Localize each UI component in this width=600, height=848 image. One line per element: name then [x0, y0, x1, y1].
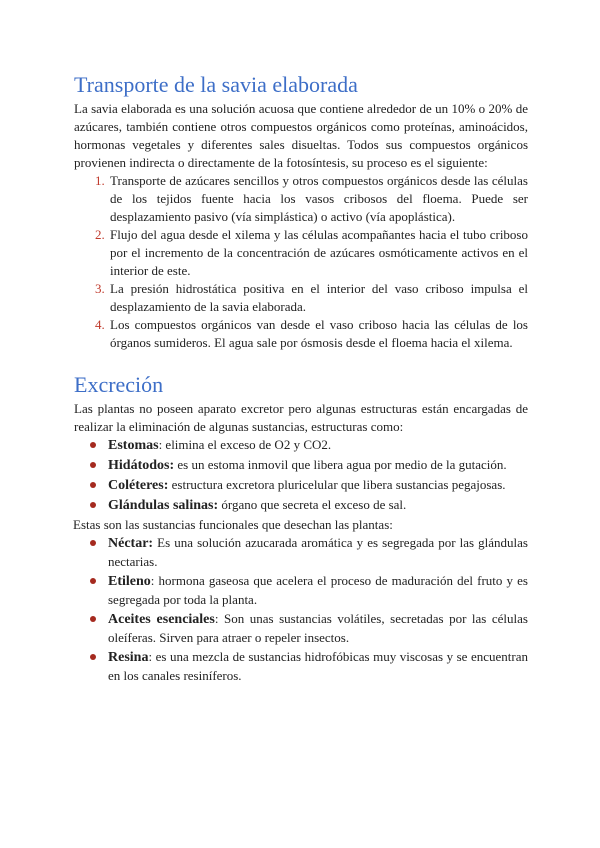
section-title-transporte: Transporte de la savia elaborada [74, 72, 358, 97]
bullet-icon [90, 462, 96, 468]
substances-intro: Estas son las sustancias funcionales que desechan las plantas: [73, 517, 393, 532]
list-item [108, 496, 528, 515]
bullet-icon [90, 540, 96, 546]
bullet-icon [90, 616, 96, 622]
list-item [108, 572, 528, 609]
process-steps-list [74, 172, 528, 352]
excretion-intro-paragraph: Las plantas no poseen aparato excretor pero algunas estructuras están encargadas de realizar la eliminación de algunas sustancias, estructuras como: [74, 401, 528, 434]
term-description: : hormona gaseosa que acelera el proceso de maduración del fruto y es segregada por toda la planta. [108, 573, 528, 607]
bullet-icon [90, 578, 96, 584]
list-item: 4. Los compuestos orgánicos van desde el vaso criboso hacia las células de los órganos sumideros. El agua sale por ósmosis desde el floema hacia el xilema. [108, 316, 528, 352]
term-description: Es una solución azucarada aromática y es segregada por las glándulas nectarias. [108, 535, 528, 569]
list-item [108, 534, 528, 571]
list-item [108, 610, 528, 647]
bullet-icon [90, 654, 96, 660]
term-description: estructura excretora pluricelular que libera sustancias pegajosas. [168, 477, 506, 492]
list-item [108, 436, 528, 455]
term: Estomas [108, 438, 159, 453]
term-description: : es una mezcla de sustancias hidrofóbicas muy viscosas y se encuentran en los canales resiníferos. [108, 649, 528, 683]
bullet-icon [90, 502, 96, 508]
substances-list [74, 534, 528, 685]
bullet-icon [90, 442, 96, 448]
term: Etileno [108, 574, 151, 589]
intro-paragraph: La savia elaborada es una solución acuosa que contiene alrededor de un 10% o 20% de azúcares, también contiene otros compuestos orgánicos como proteínas, aminoácidos, hormonas vegetales y diferentes sales disueltas. Todos sus compuestos orgánicos provienen indirecta o directamente de la fotosíntesis, su proceso es el siguiente: [74, 101, 528, 170]
bullet-icon [90, 482, 96, 488]
term: Hidátodos: [108, 458, 175, 473]
list-item [108, 456, 528, 475]
list-item: 1. Transporte de azúcares sencillos y otros compuestos orgánicos desde las células de los tejidos fuente hacia los vasos cribosos del floema. Puede ser desplazamiento pasivo (vía simplástica) o activo (vía apoplástica). [108, 172, 528, 226]
document-page [74, 72, 528, 686]
term: Coléteres: [108, 478, 169, 493]
list-item: 3. La presión hidrostática positiva en el interior del vaso criboso impulsa el desplazamiento de la savia elaborada. [108, 280, 528, 316]
term: Néctar: [108, 536, 154, 551]
term-description: es un estoma inmovil que libera agua por medio de la gutación. [174, 457, 507, 472]
section-title-excrecion: Excreción [74, 372, 164, 397]
term-description: : Son unas sustancias volátiles, secretadas por las células oleíferas. Sirven para atraer o repeler insectos. [108, 611, 528, 645]
list-item: 2. Flujo del agua desde el xilema y las células acompañantes hacia el tubo criboso por el incremento de la concentración de azúcares osmóticamente activos en el interior de este. [108, 226, 528, 280]
list-item [108, 648, 528, 685]
structures-list [74, 436, 528, 515]
term-description: : elimina el exceso de O2 y CO2. [158, 437, 332, 452]
term: Glándulas salinas: [108, 498, 219, 513]
term: Aceites esenciales [108, 612, 215, 627]
term-description: órgano que secreta el exceso de sal. [218, 497, 407, 512]
list-item [108, 476, 528, 495]
term: Resina [108, 650, 149, 665]
